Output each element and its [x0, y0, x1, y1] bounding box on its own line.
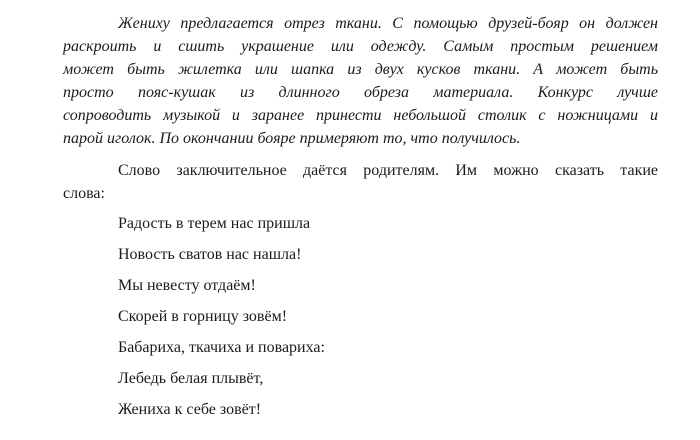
paragraph-intro	[63, 12, 658, 150]
text-line: может быть жилетка или шапка из двух кусков ткани. А может быть	[63, 61, 658, 78]
text-line: Слово заключительное даётся родителям. Им можно сказать такие	[118, 162, 658, 179]
verse-block	[63, 212, 658, 421]
text-line: сопроводить музыкой и заранее принести небольшой столик с ножницами и	[63, 107, 658, 124]
text-line: слова:	[63, 185, 105, 202]
text-line: раскроить и сшить украшение или одежду. Самым простым решением	[63, 38, 658, 55]
verse-line: Мы невесту отдаём!	[118, 277, 256, 294]
verse-line: Новость сватов нас нашла!	[118, 246, 302, 263]
verse-line: Жениха к себе зовёт!	[118, 401, 262, 418]
text-line: парой иголок. По окончании бояре примеряют то, что получилось.	[63, 130, 521, 147]
paragraph-closing-words	[63, 159, 658, 205]
text-line: просто пояс-кушак из длинного обреза материала. Конкурс лучше	[63, 84, 658, 101]
verse-line: Скорей в горницу зовём!	[118, 308, 288, 325]
text-line: Жениху предлагается отрез ткани. С помощью друзей-бояр он должен	[118, 15, 658, 32]
verse-line: Радость в терем нас пришла	[118, 215, 311, 232]
verse-line: Бабариха, ткачиха и повариха:	[118, 339, 325, 356]
verse-line: Лебедь белая плывёт,	[118, 370, 264, 387]
